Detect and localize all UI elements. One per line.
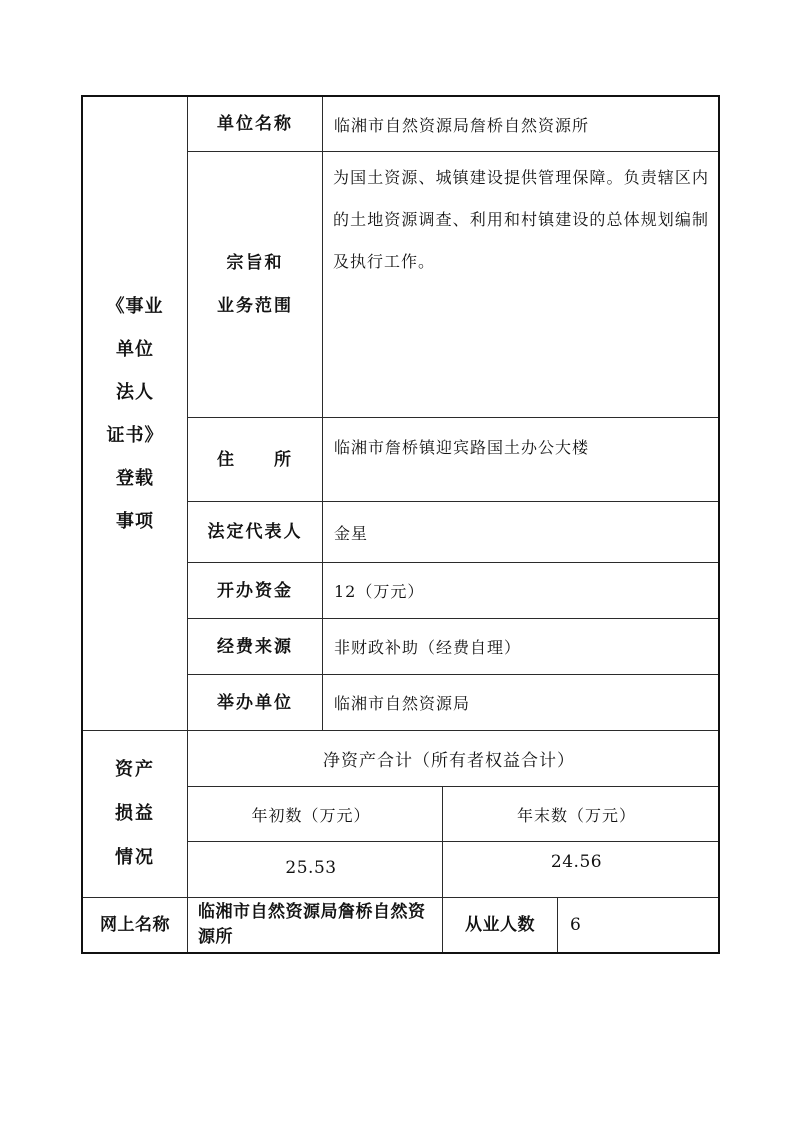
purpose-value: 为国土资源、城镇建设提供管理保障。负责辖区内的土地资源调查、利用和村镇建设的总体规划编制及执行工作。 — [323, 152, 718, 418]
assets-header-line: 情况 — [115, 847, 155, 868]
organizer-label: 举办单位 — [188, 675, 323, 731]
organizer-value: 临湘市自然资源局 — [323, 675, 718, 731]
assets-header-line: 损益 — [115, 803, 155, 824]
funding-value: 非财政补助（经费自理） — [323, 619, 718, 675]
year-end-value: 24.56 — [443, 842, 718, 898]
cert-header-line: 单位 — [116, 338, 154, 360]
year-start-label: 年初数（万元） — [188, 787, 443, 842]
assets-section-header — [83, 731, 188, 898]
cert-header-line: 《事业 — [106, 295, 164, 317]
purpose-label-line: 业务范围 — [217, 295, 293, 316]
net-assets-title: 净资产合计（所有者权益合计） — [188, 731, 718, 787]
capital-value: 12（万元） — [323, 563, 718, 619]
cert-items-header — [83, 97, 188, 731]
capital-label: 开办资金 — [188, 563, 323, 619]
address-label: 住 所 — [188, 418, 323, 502]
unit-name-label: 单位名称 — [188, 97, 323, 152]
funding-label: 经费来源 — [188, 619, 323, 675]
assets-header-line: 资产 — [115, 759, 155, 780]
registration-table — [81, 95, 720, 954]
cert-header-line: 登载 — [116, 467, 154, 489]
purpose-label — [188, 152, 323, 418]
legal-rep-value: 金星 — [323, 502, 718, 563]
online-name-value: 临湘市自然资源局詹桥自然资源所 — [188, 898, 443, 952]
year-start-value: 25.53 — [188, 842, 443, 898]
staff-count-label: 从业人数 — [443, 898, 558, 952]
purpose-label-line: 宗旨和 — [226, 252, 284, 273]
address-value: 临湘市詹桥镇迎宾路国土办公大楼 — [323, 418, 718, 502]
cert-header-line: 法人 — [116, 381, 154, 403]
year-end-label: 年末数（万元） — [443, 787, 718, 842]
cert-header-line: 事项 — [116, 510, 154, 532]
staff-count-value: 6 — [570, 915, 581, 935]
cert-header-line: 证书》 — [106, 424, 164, 446]
online-name-label: 网上名称 — [83, 898, 188, 952]
legal-rep-label: 法定代表人 — [188, 502, 323, 563]
unit-name-value: 临湘市自然资源局詹桥自然资源所 — [323, 97, 718, 152]
